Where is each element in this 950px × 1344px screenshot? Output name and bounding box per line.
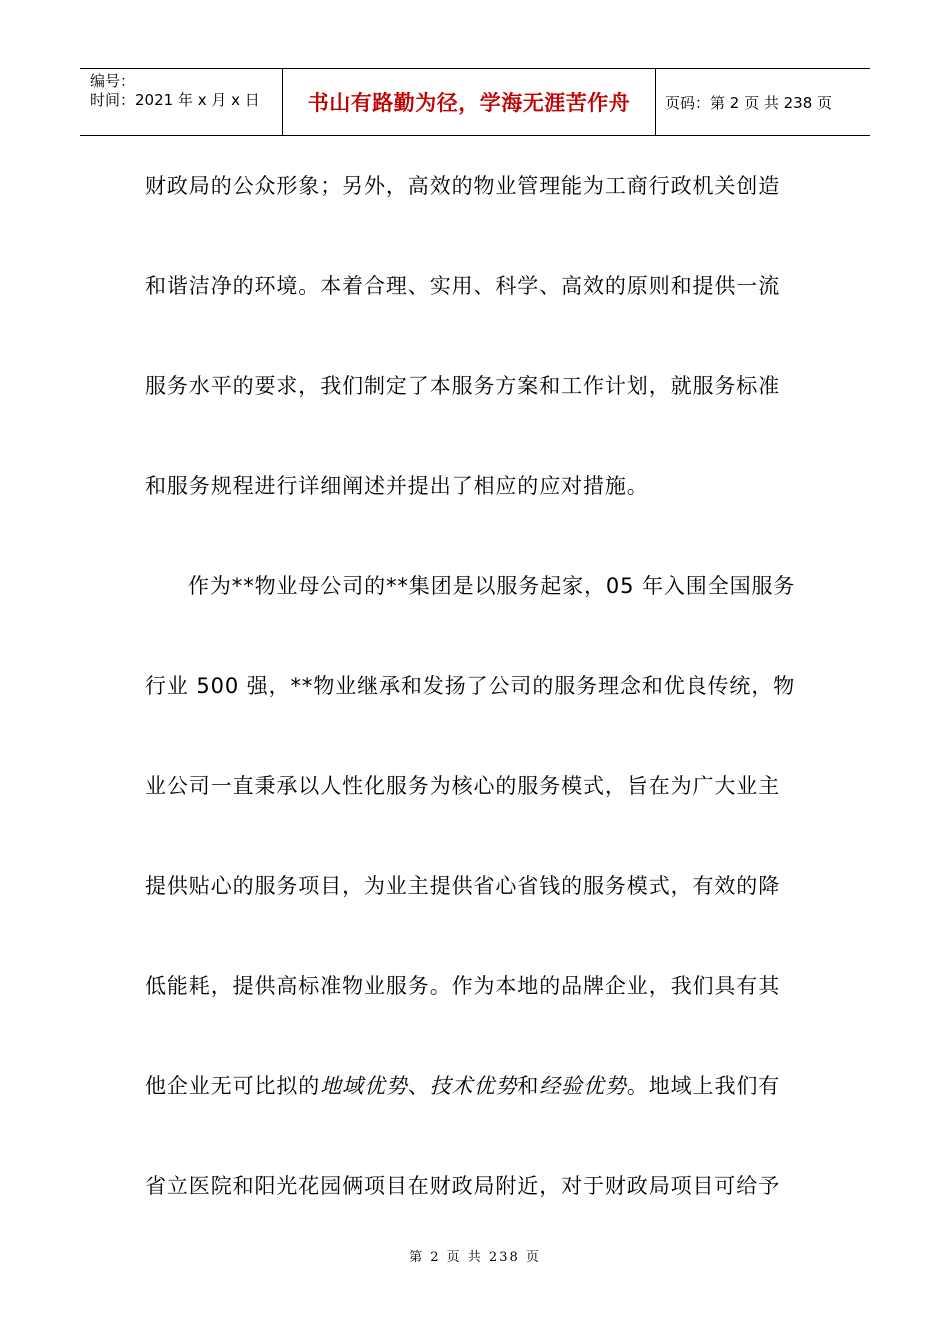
header-motto: 书山有路勤为径，学海无涯苦作舟: [307, 90, 631, 115]
header-meta: [90, 72, 260, 110]
time-label: 时间：2021 年 x 月 x 日: [90, 91, 260, 109]
text-line: 行业 500 强，**物业继承和发扬了公司的服务理念和优良传统，物: [145, 674, 796, 698]
emphasis-technical-advantage: 技术优势: [429, 1074, 518, 1098]
text-line: 和服务规程进行详细阐述并提出了相应的应对措施。: [145, 474, 649, 498]
emphasis-experience-advantage: 经验优势: [539, 1074, 627, 1098]
text-line: 他企业无可比拟的地域优势、技术优势和经验优势。地域上我们有: [145, 1074, 781, 1098]
page-footer: 第 2 页 共 238 页: [409, 1250, 541, 1265]
text-line: 和谐洁净的环境。本着合理、实用、科学、高效的原则和提供一流: [145, 274, 781, 298]
header-divider: [655, 69, 656, 135]
text-line: 低能耗，提供高标准物业服务。作为本地的品牌企业，我们具有其: [145, 974, 781, 998]
document-body: [145, 160, 815, 1260]
text-line: 提供贴心的服务项目，为业主提供省心省钱的服务模式，有效的降: [145, 874, 781, 898]
text-line: 作为**物业母公司的**集团是以服务起家，05 年入围全国服务: [188, 574, 796, 598]
text-line: 省立医院和阳光花园俩项目在财政局附近，对于财政局项目可给予: [145, 1174, 781, 1198]
page-header: [80, 68, 870, 136]
text-line: 财政局的公众形象；另外，高效的物业管理能为工商行政机关创造: [145, 174, 781, 198]
text-line: 业公司一直秉承以人性化服务为核心的服务模式，旨在为广大业主: [145, 774, 781, 798]
code-label: 编号：: [90, 72, 136, 90]
text-line: 服务水平的要求，我们制定了本服务方案和工作计划，就服务标准: [145, 374, 781, 398]
emphasis-regional-advantage: 地域优势: [320, 1074, 408, 1098]
header-page-info: 页码：第 2 页 共 238 页: [665, 93, 833, 112]
